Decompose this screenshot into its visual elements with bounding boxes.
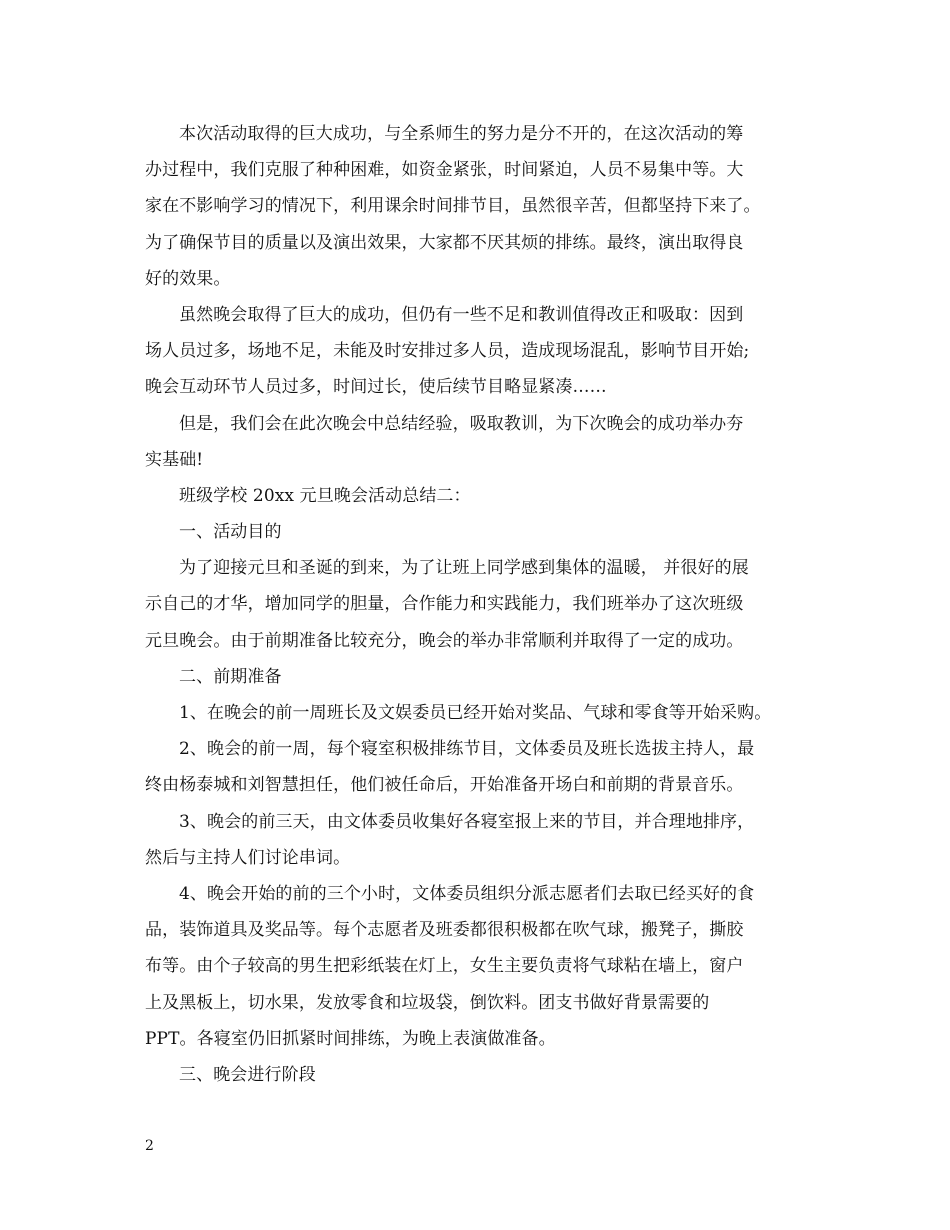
section-heading: 二、前期准备 <box>179 666 282 687</box>
paragraph-line: 好的效果。 <box>145 268 231 289</box>
paragraph-line: 晚会互动环节人员过多，时间过长，使后续节目略显紧凑…… <box>145 377 607 398</box>
paragraph-line: 示自己的才华，增加同学的胆量，合作能力和实践能力，我们班举办了这次班级 <box>145 594 744 615</box>
paragraph-line: 场人员过多，场地不足，未能及时安排过多人员，造成现场混乱，影响节目开始; <box>145 341 750 362</box>
paragraph-line: 3、晚会的前三天，由文体委员收集好各寝室报上来的节目，并合理地排序， <box>179 811 755 832</box>
paragraph-line: 终由杨泰城和刘智慧担任，他们被任命后，开始准备开场白和前期的背景音乐。 <box>145 775 744 796</box>
paragraph-line: 上及黑板上，切水果，发放零食和垃圾袋，倒饮料。团支书做好背景需要的 <box>145 992 710 1013</box>
paragraph-line: 品，装饰道具及奖品等。每个志愿者及班委都很积极都在吹气球，搬凳子，撕胶 <box>145 920 744 941</box>
section-heading: 一、活动目的 <box>179 522 282 543</box>
paragraph-line: 但是，我们会在此次晚会中总结经验，吸取教训，为下次晚会的成功举办夯 <box>179 413 744 434</box>
paragraph-line: 本次活动取得的巨大成功，与全系师生的努力是分不开的，在这次活动的筹 <box>179 124 744 144</box>
paragraph-line: 1、在晚会的前一周班长及文娱委员已经开始对奖品、气球和零食等开始采购。 <box>179 703 772 723</box>
section-heading: 三、晚会进行阶段 <box>179 1064 316 1085</box>
paragraph-line: 实基础! <box>145 449 204 470</box>
page-number: 2 <box>145 1138 154 1154</box>
paragraph-line: PPT。各寝室仍旧抓紧时间排练，为晚上表演做准备。 <box>145 1028 556 1049</box>
paragraph-line: 2、晚会的前一周，每个寝室积极排练节目，文体委员及班长选拔主持人，最 <box>179 739 755 760</box>
paragraph-line: 然后与主持人们讨论串词。 <box>145 847 351 868</box>
paragraph-line: 为了迎接元旦和圣诞的到来，为了让班上同学感到集体的温暖， 并很好的展 <box>179 558 749 579</box>
section-heading: 班级学校 20xx 元旦晚会活动总结二： <box>179 485 471 506</box>
paragraph-line: 布等。由个子较高的男生把彩纸装在灯上，女生主要负责将气球粘在墙上，窗户 <box>145 956 744 977</box>
paragraph-line: 办过程中，我们克服了种种困难，如资金紧张，时间紧迫，人员不易集中等。大 <box>145 160 744 181</box>
paragraph-line: 虽然晚会取得了巨大的成功，但仍有一些不足和教训值得改正和吸取：因到 <box>179 304 744 325</box>
document-body <box>145 116 825 1093</box>
paragraph-line: 元旦晚会。由于前期准备比较充分，晚会的举办非常顺利并取得了一定的成功。 <box>145 630 744 651</box>
paragraph-line: 家在不影响学习的情况下，利用课余时间排节目，虽然很辛苦，但都坚持下来了。 <box>145 196 761 217</box>
paragraph-line: 为了确保节目的质量以及演出效果，大家都不厌其烦的排练。最终，演出取得良 <box>145 232 744 253</box>
paragraph-line: 4、晚会开始的前的三个小时，文体委员组织分派志愿者们去取已经买好的食 <box>179 883 755 904</box>
